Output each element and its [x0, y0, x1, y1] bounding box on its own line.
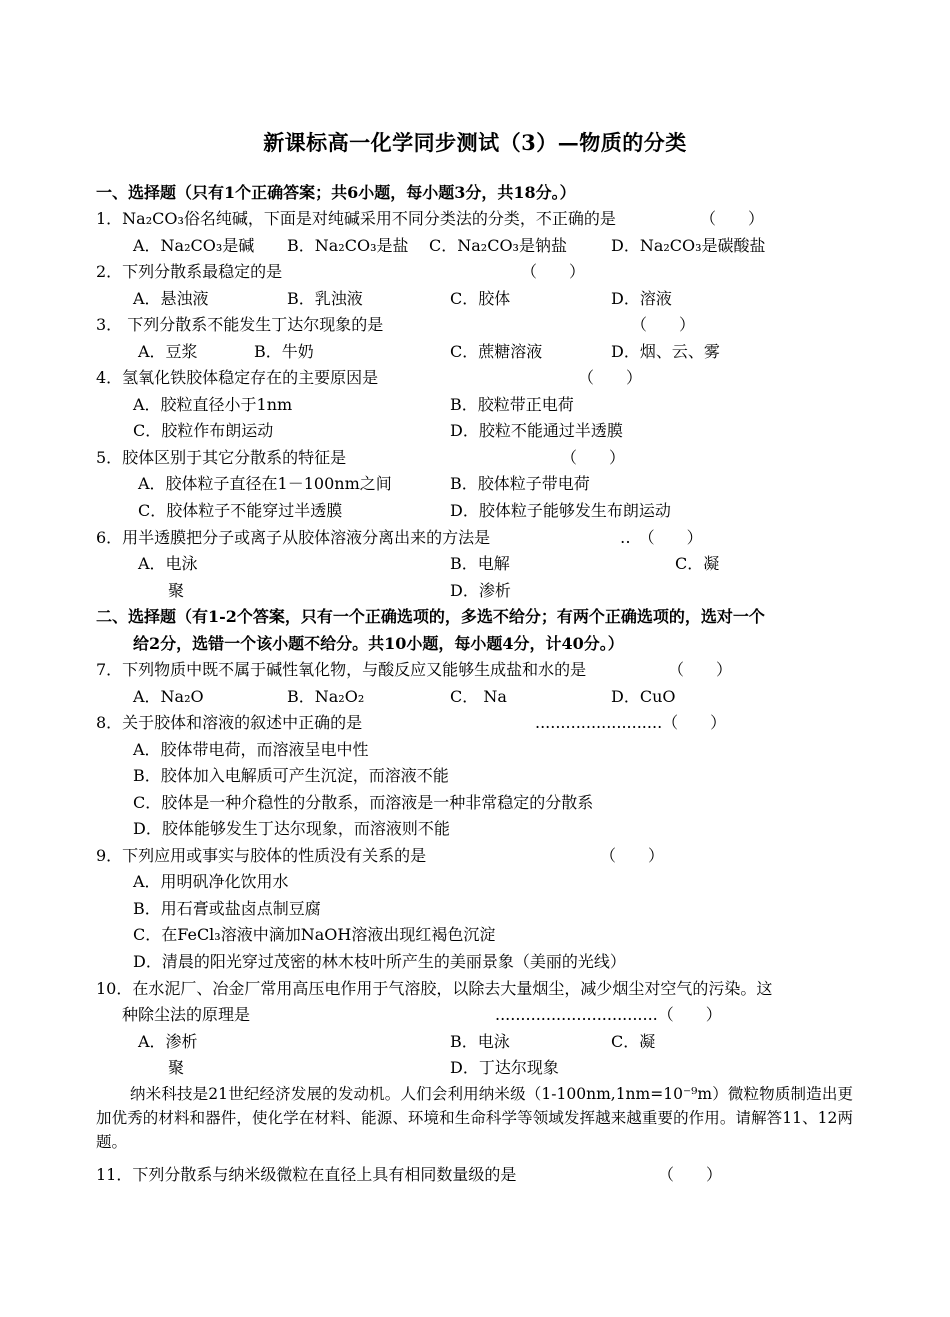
question-7-stem: 7．下列物质中既不属于碱性氧化物，与酸反应又能够生成盐和水的是 [96, 660, 587, 679]
question-5-option-a: A．胶体粒子直径在1－100nm之间 [138, 474, 392, 493]
question-1-option-b: B．Na₂CO₃是盐 [287, 236, 409, 255]
question-5-stem: 5．胶体区别于其它分散系的特征是 [96, 448, 347, 467]
question-8-option-c: C．胶体是一种介稳性的分散系，而溶液是一种非常稳定的分散系 [133, 793, 594, 812]
question-1-stem: 1．Na₂CO₃俗名纯碱，下面是对纯碱采用不同分类法的分类，不正确的是 [96, 209, 616, 228]
question-2-option-d: D．溶液 [611, 289, 672, 308]
question-2-bracket: （ ） [521, 262, 586, 281]
question-2-option-a: A．悬浊液 [133, 289, 209, 308]
question-6-option-c: C．凝 [675, 554, 720, 573]
question-9-option-d: D．清晨的阳光穿过茂密的林木枝叶所产生的美丽景象（美丽的光线） [133, 952, 626, 971]
question-4-bracket: （ ） [578, 368, 643, 387]
question-7-option-d: D．CuO [611, 687, 676, 706]
question-8-option-b: B．胶体加入电解质可产生沉淀，而溶液不能 [133, 766, 449, 785]
question-1-option-a: A．Na₂CO₃是碱 [133, 236, 255, 255]
question-8-stem: 8．关于胶体和溶液的叙述中正确的是 [96, 713, 363, 732]
question-7-option-c: C． Na [450, 687, 507, 706]
question-10-stem-cont: 种除尘法的原理是 [122, 1005, 251, 1024]
section-2-heading-cont: 给2分，选错一个该小题不给分。共10小题，每小题4分，计40分。） [133, 634, 624, 653]
question-3-option-a: A．豆浆 [138, 342, 198, 361]
question-4-option-b: B．胶粒带正电荷 [450, 395, 574, 414]
question-5-option-c: C．胶体粒子不能穿过半透膜 [138, 501, 343, 520]
question-10-bracket: ................................（ ） [495, 1005, 722, 1024]
question-10-option-d: D．丁达尔现象 [450, 1058, 559, 1077]
question-3-option-c: C．蔗糖溶液 [450, 342, 543, 361]
page-title: 新课标高一化学同步测试（3）—物质的分类 [263, 130, 687, 155]
question-7-bracket: （ ） [668, 660, 733, 679]
question-10-option-a: A．渗析 [138, 1032, 198, 1051]
question-6-option-a: A．电泳 [138, 554, 198, 573]
question-4-stem: 4．氢氧化铁胶体稳定存在的主要原因是 [96, 368, 379, 387]
question-9-bracket: （ ） [600, 846, 665, 865]
question-5-bracket: （ ） [561, 448, 626, 467]
question-6-option-b: B．电解 [450, 554, 510, 573]
question-11-stem: 11．下列分散系与纳米级微粒在直径上具有相同数量级的是 [96, 1165, 517, 1184]
question-9-option-c: C．在FeCl₃溶液中滴加NaOH溶液出现红褐色沉淀 [133, 925, 496, 944]
question-9-option-a: A．用明矾净化饮用水 [133, 872, 289, 891]
question-8-bracket: .........................（ ） [535, 713, 727, 732]
question-7-option-b: B．Na₂O₂ [287, 687, 365, 706]
question-9-option-b: B．用石膏或盐卤点制豆腐 [133, 899, 321, 918]
nanotech-passage: 纳米科技是21世纪经济发展的发动机。人们会利用纳米级（1-100nm,1nm=10⁻⁹m）微粒物质制造出更加优秀的材料和器件，使化学在材料、能源、环境和生命科学等领域发挥越来越重要的作用。请解答11、12两题。 [96, 1085, 853, 1151]
question-4-option-c: C．胶粒作布朗运动 [133, 421, 274, 440]
question-10-option-a-wrap: 聚 [168, 1058, 185, 1077]
question-6-bracket: ‥ （ ） [620, 528, 703, 547]
question-5-option-d: D．胶体粒子能够发生布朗运动 [450, 501, 671, 520]
question-5-option-b: B．胶体粒子带电荷 [450, 474, 590, 493]
question-4-option-a: A．胶粒直径小于1nm [133, 395, 293, 414]
question-1-option-c: C．Na₂CO₃是钠盐 [429, 236, 567, 255]
question-3-option-b: B．牛奶 [254, 342, 314, 361]
question-1-option-d: D．Na₂CO₃是碳酸盐 [611, 236, 766, 255]
question-4-option-d: D．胶粒不能通过半透膜 [450, 421, 623, 440]
question-10-option-c: C．凝 [611, 1032, 656, 1051]
question-3-option-d: D．烟、云、雾 [611, 342, 720, 361]
question-2-option-c: C．胶体 [450, 289, 511, 308]
section-1-heading: 一、选择题（只有1个正确答案；共6小题，每小题3分，共18分。） [96, 183, 576, 202]
question-9-stem: 9．下列应用或事实与胶体的性质没有关系的是 [96, 846, 427, 865]
question-3-bracket: （ ） [631, 315, 696, 334]
question-1-bracket: （ ） [700, 209, 765, 228]
section-2-heading: 二、选择题（有1-2个答案，只有一个正确选项的，多选不给分；有两个正确选项的，选对一个 [96, 607, 765, 626]
question-6-stem: 6．用半透膜把分子或离子从胶体溶液分离出来的方法是 [96, 528, 491, 547]
question-11-bracket: （ ） [658, 1165, 723, 1184]
question-2-option-b: B．乳浊液 [287, 289, 363, 308]
question-10-option-b: B．电泳 [450, 1032, 510, 1051]
question-8-option-a: A．胶体带电荷，而溶液呈电中性 [133, 740, 369, 759]
question-10-stem: 10．在水泥厂、冶金厂常用高压电作用于气溶胶，以除去大量烟尘，减少烟尘对空气的污染。这 [96, 979, 773, 998]
question-6-option-d: D．渗析 [450, 581, 511, 600]
question-6-option-c-wrap: 聚 [168, 581, 185, 600]
question-3-stem: 3． 下列分散系不能发生丁达尔现象的是 [96, 315, 384, 334]
question-8-option-d: D．胶体能够发生丁达尔现象，而溶液则不能 [133, 819, 450, 838]
question-2-stem: 2．下列分散系最稳定的是 [96, 262, 283, 281]
question-7-option-a: A．Na₂O [133, 687, 204, 706]
